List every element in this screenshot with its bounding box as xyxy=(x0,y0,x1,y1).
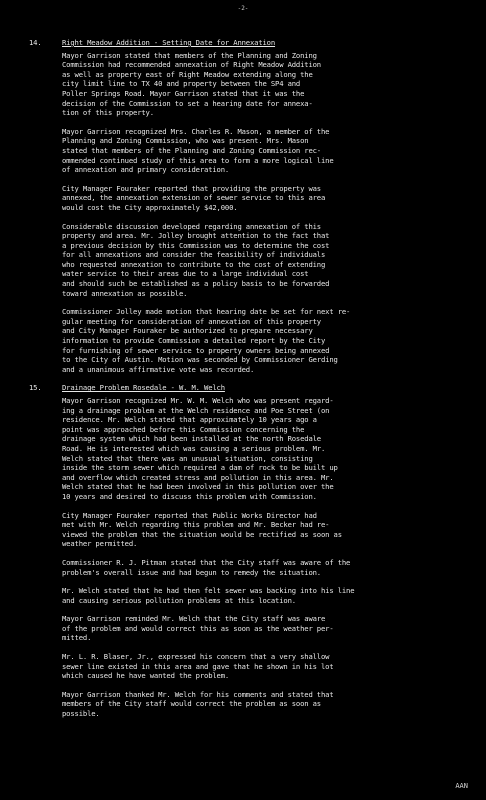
paragraph: City Manager Fouraker reported that providing the property was annexed, the annexation extension of sewer service to this area would cost the City approximately $42,000. xyxy=(62,183,326,212)
paragraph: Mayor Garrison recognized Mrs. Charles R. Mason, a member of the Planning and Zoning Commission, who was present. Mrs. Mason stated that members of the Planning and Zoning Commission rec- ommended continued study of this area to form a more logical line of annexation and primary consideration. xyxy=(62,126,334,175)
item-heading xyxy=(29,383,486,393)
paragraph: Mayor Garrison recognized Mr. W. M. Welch who was present regard- ing a drainage problem at the Welch residence and Poe Street (on residence. Mr. Welch stated that approximately 10 years ago a point was approached before this Commission concerning the drainage system which had been installed at the north Rosedale Road. He is interested which was causing a serious problem. Mr. Welch stated that there was an unusual situation, consisting inside the storm sewer which required a dam of rock to be built up and overflow which created stress and pollution in this area. Mr. Welch stated that he had been involved in this pollution over the 10 years and desired to discuss this problem with Commission. xyxy=(62,396,338,501)
paragraph: Considerable discussion developed regarding annexation of this property and area. Mr. Jolley brought attention to the fact that a previous decision by this Commission was to determine the cost for all annexations and consider the feasibility of individuals who requested annexation to contribute to the cost of extending water service to their areas due to a large individual cost and should such be established as a policy basis to be forwarded toward annexation as possible. xyxy=(62,221,330,298)
paragraph: City Manager Fouraker reported that Public Works Director had met with Mr. Welch regarding this problem and Mr. Becker had re- viewed the problem that the situation would be rectified as soon as weather permitted. xyxy=(62,510,342,549)
item-number: 15. xyxy=(29,383,42,393)
page-number: -2- xyxy=(237,5,249,12)
paragraph: Commissioner Jolley made motion that hearing date be set for next re- gular meeting for consideration of annexation of this property and City Manager Fouraker be authorized to prepare necessary information to provide Commission a detailed report by the City for furnishing of sewer service to property owners being annexed to the City of Austin. Motion was seconded by Commissioner Gerding and a unanimous affirmative vote was recorded. xyxy=(62,307,351,374)
paragraph: Mr. L. R. Blaser, Jr., expressed his concern that a very shallow sewer line existed in this area and gave that he shown in his lot which caused he have wanted the problem. xyxy=(62,652,334,681)
paragraph: Mayor Garrison reminded Mr. Welch that the City staff was aware of the problem and would correct this as soon as the weather per- mitted. xyxy=(62,614,334,643)
paragraph: Mayor Garrison stated that members of the Planning and Zoning Commission had recommended annexation of Right Meadow Addition as well as property east of Right Meadow extending along the city limit line to TX 40 and property between the SP4 and Poller Springs Road. Mayor Garrison stated that it was the decision of the Commission to set a hearing date for annexa- tion of this property. xyxy=(62,50,321,118)
paragraph: Mayor Garrison thanked Mr. Welch for his comments and stated that members of the City staff would correct the problem as soon as possible. xyxy=(62,689,334,719)
agenda-item-14 xyxy=(29,38,486,374)
item-title: Right Meadow Addition - Setting Date for Annexation xyxy=(62,38,276,47)
item-number: 14. xyxy=(29,38,42,47)
paragraph: Commissioner R. J. Pitman stated that the City staff was aware of the problem's overall issue and had begun to remedy the situation. xyxy=(62,557,351,577)
item-title: Drainage Problem Rosedale - W. M. Welch xyxy=(62,383,225,393)
footer-mark: AAN xyxy=(455,782,468,790)
minutes-document xyxy=(29,38,486,728)
item-heading xyxy=(29,38,486,48)
agenda-item-15 xyxy=(29,383,486,719)
paragraph: Mr. Welch stated that he had then felt sewer was backing into his line and causing serious pollution problems at this location. xyxy=(62,586,355,605)
